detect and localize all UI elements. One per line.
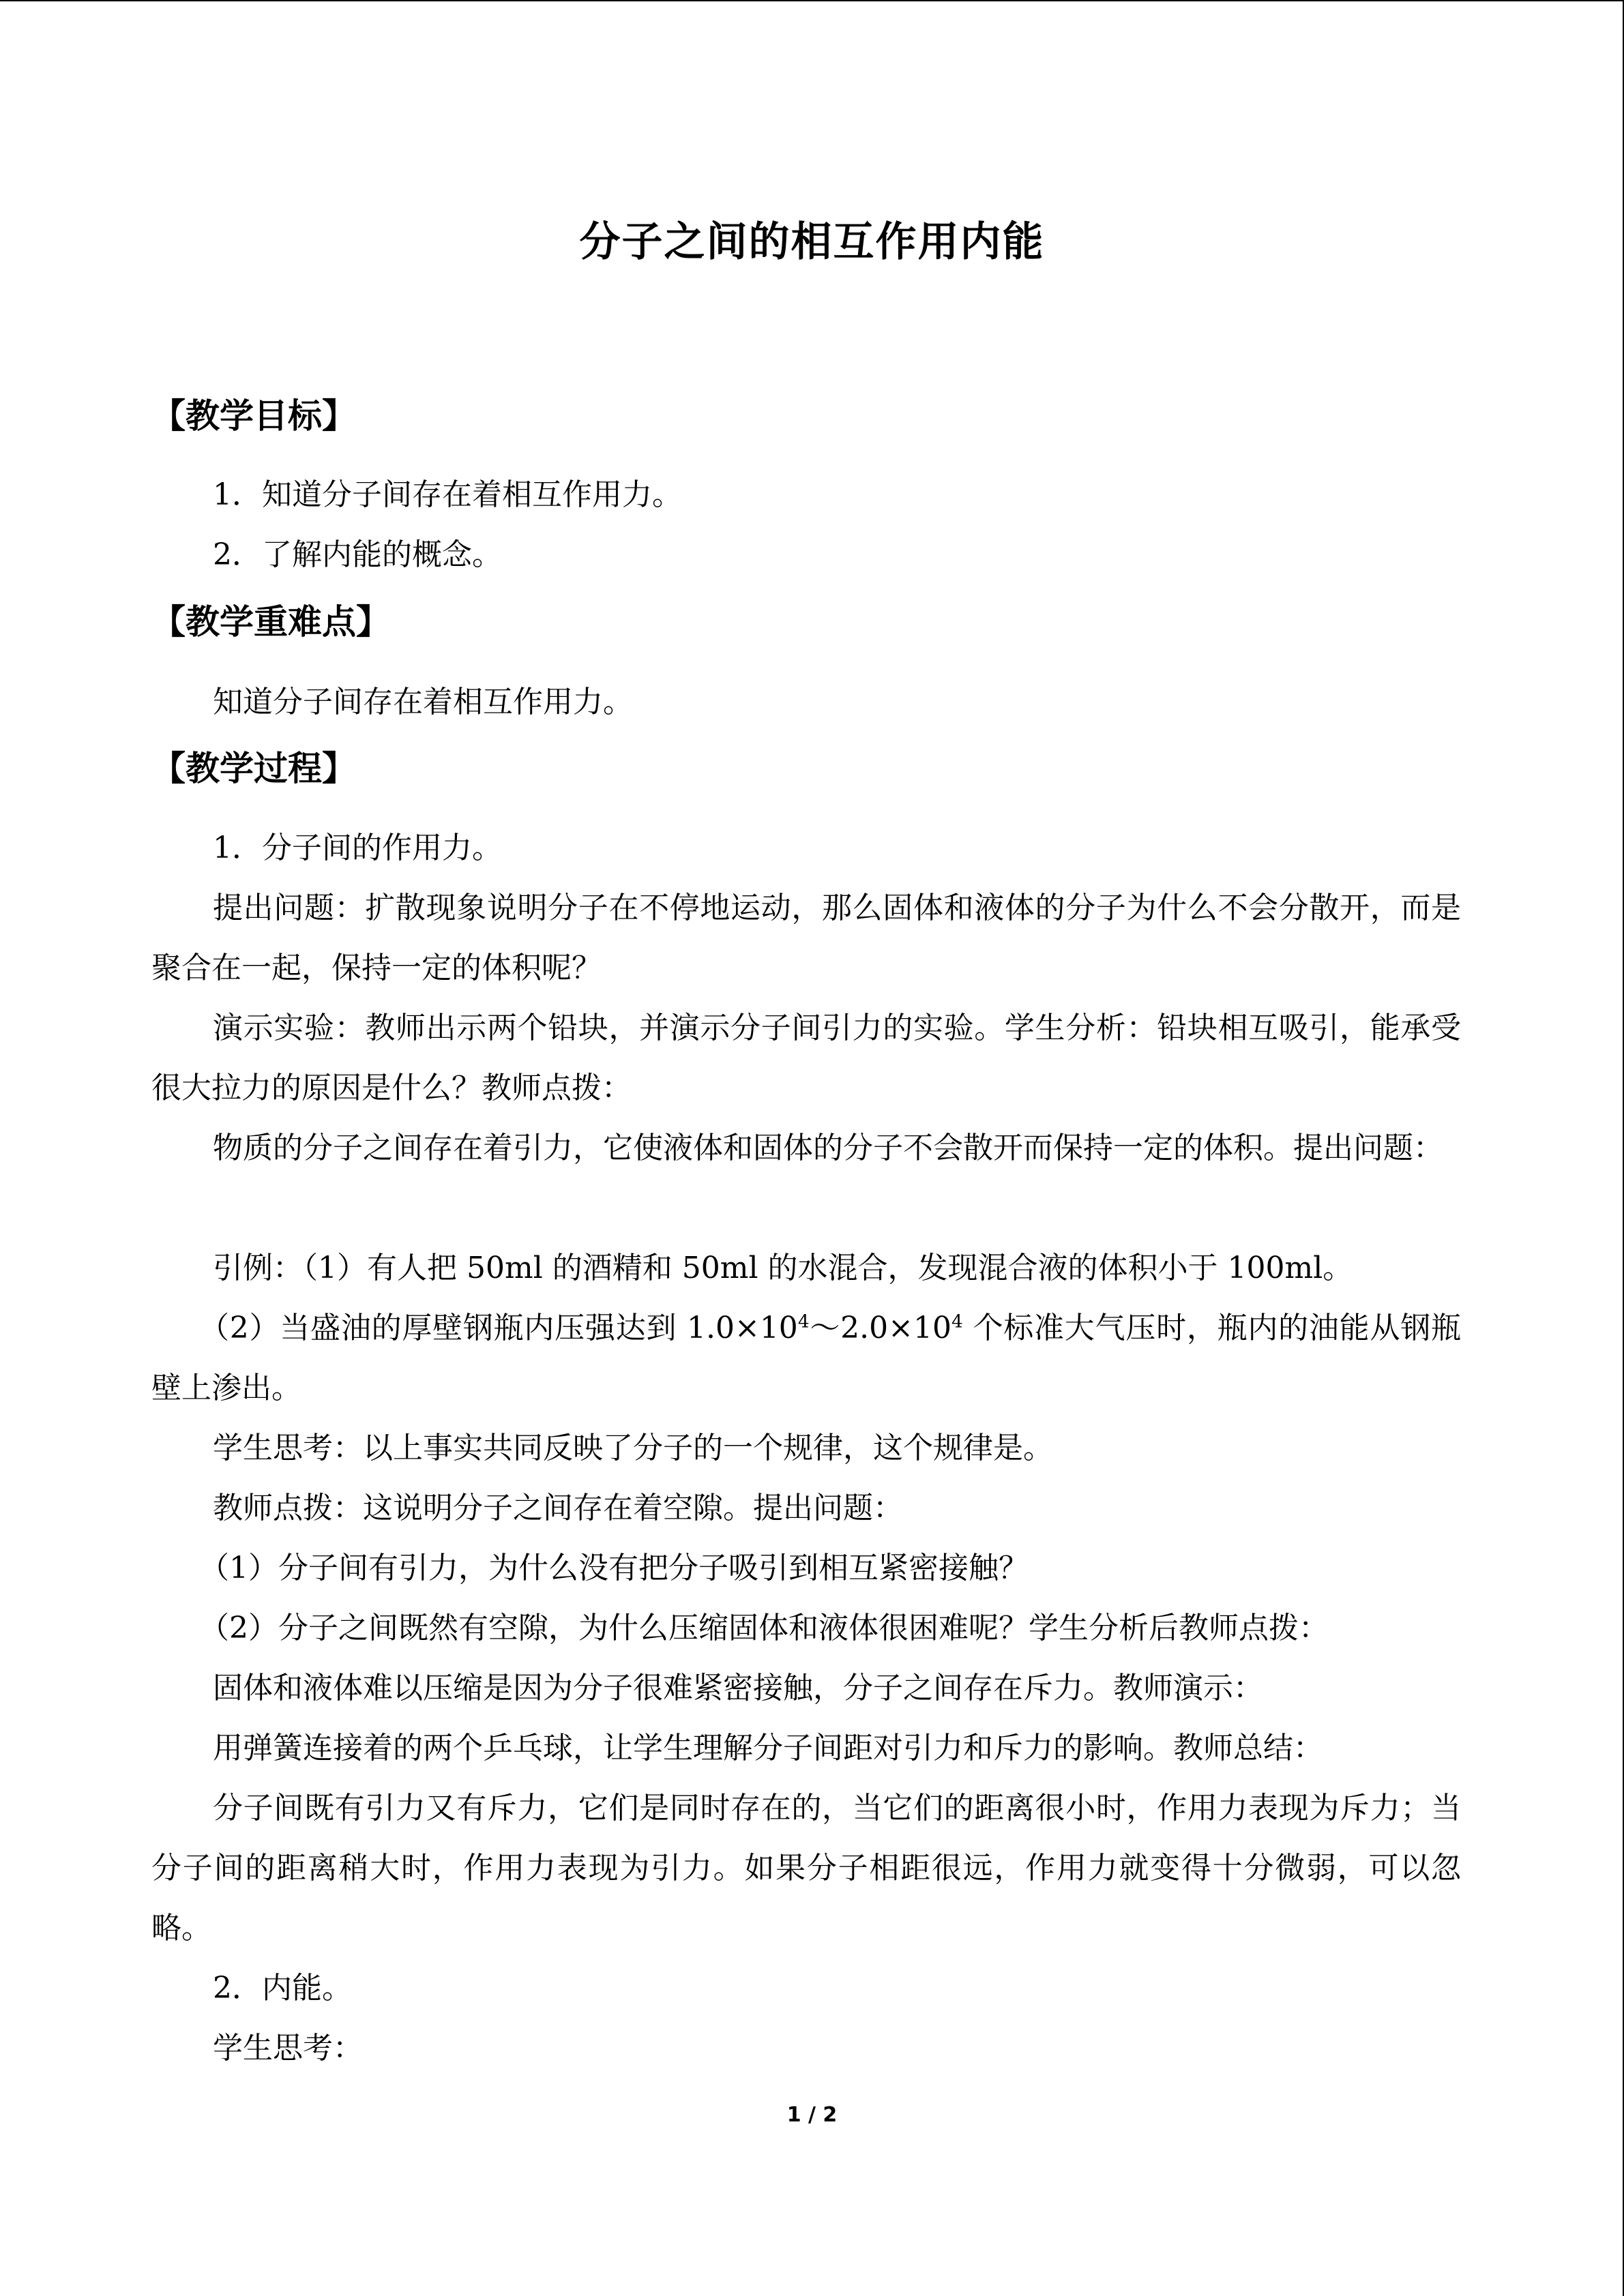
paragraph-6-part-1: （2）当盛油的厚壁钢瓶内压强达到 1.0×10 — [199, 1311, 798, 1345]
page-number: 1 / 2 — [786, 2103, 838, 2127]
process-paragraph-1: 1．分子间的作用力。 — [213, 831, 502, 865]
heading-teaching-goals: 【教学目标】 — [151, 396, 356, 436]
process-paragraph-4: 物质的分子之间存在着引力，它使液体和固体的分子不会散开而保持一定的体积。提出问题： — [213, 1131, 1443, 1165]
process-paragraph-10: （2）分子之间既然有空隙，为什么压缩固体和液体很困难呢？学生分析后教师点拨： — [199, 1611, 1329, 1645]
process-paragraph-13: 分子间既有引力又有斥力，它们是同时存在的，当它们的距离很小时，作用力表现为斥力；当分子间的距离稍大时，作用力表现为引力。如果分子相距很远，作用力就变得十分微弱，可以忽略。 — [151, 1791, 1461, 1945]
heading-key-points: 【教学重难点】 — [151, 602, 390, 642]
process-paragraph-5: 引例：（1）有人把 50ml 的酒精和 50ml 的水混合，发现混合液的体积小于 100ml。 — [213, 1251, 1353, 1285]
process-paragraph-11: 固体和液体难以压缩是因为分子很难紧密接触，分子之间存在斥力。教师演示： — [213, 1671, 1263, 1705]
heading-teaching-process: 【教学过程】 — [151, 749, 356, 788]
paragraph-6-part-3: 个标准大气压时，瓶内的油能从钢瓶壁上渗出。 — [151, 1311, 1461, 1405]
goal-item-1: 1．知道分子间存在着相互作用力。 — [213, 477, 682, 512]
document-title: 分子之间的相互作用内能 — [579, 218, 1045, 266]
exponent-2: 4 — [951, 1311, 963, 1332]
process-paragraph-15: 学生思考： — [213, 2031, 363, 2066]
process-paragraph-8: 教师点拨：这说明分子之间存在着空隙。提出问题： — [213, 1491, 903, 1525]
process-paragraph-12: 用弹簧连接着的两个乒乓球，让学生理解分子间距对引力和斥力的影响。教师总结： — [213, 1731, 1323, 1765]
exponent-1: 4 — [797, 1311, 810, 1332]
process-paragraph-6 — [151, 1298, 1461, 1418]
process-paragraph-7: 学生思考：以上事实共同反映了分子的一个规律，这个规律是。 — [213, 1431, 1053, 1465]
key-points-text: 知道分子间存在着相互作用力。 — [213, 685, 633, 719]
process-paragraph-2: 提出问题：扩散现象说明分子在不停地运动，那么固体和液体的分子为什么不会分散开，而是聚合在一起，保持一定的体积呢？ — [151, 891, 1461, 985]
process-paragraph-3: 演示实验：教师出示两个铅块，并演示分子间引力的实验。学生分析：铅块相互吸引，能承受很大拉力的原因是什么？教师点拨： — [151, 1011, 1461, 1105]
process-paragraph-14: 2．内能。 — [213, 1971, 352, 2006]
process-paragraph-9: （1）分子间有引力，为什么没有把分子吸引到相互紧密接触？ — [199, 1551, 1029, 1585]
goal-item-2: 2．了解内能的概念。 — [213, 537, 502, 572]
paragraph-6-part-2: ～2.0×10 — [809, 1311, 951, 1345]
